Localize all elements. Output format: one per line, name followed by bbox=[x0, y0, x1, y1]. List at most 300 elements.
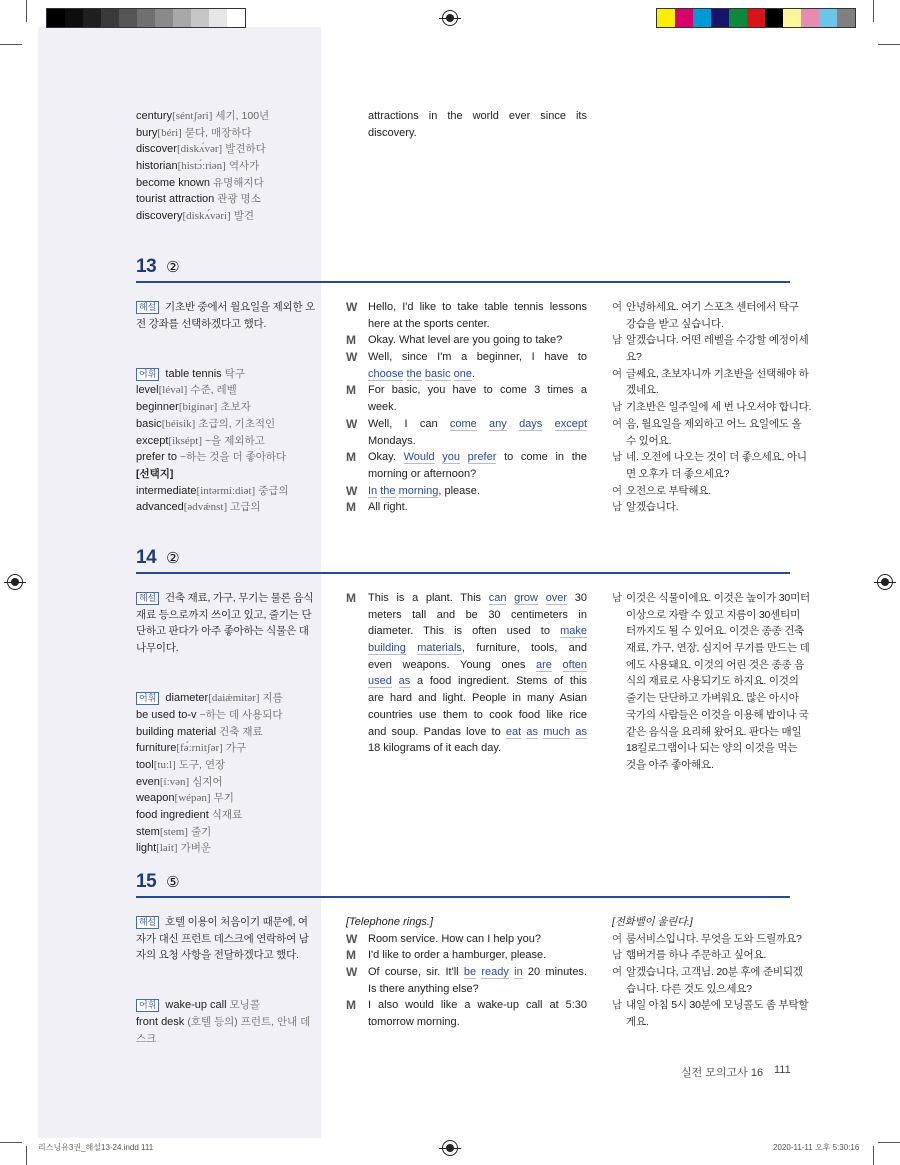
color-swatch bbox=[191, 9, 209, 27]
text-line: 기초반은 일주일에 세 번 나오셔야 합니다. bbox=[626, 401, 812, 414]
vocab-meaning: 묻다, 매장하다 bbox=[184, 126, 252, 139]
text-line: Is there anything else? bbox=[368, 982, 479, 995]
translation-turn bbox=[612, 299, 799, 332]
highlighted-phrase: In bbox=[368, 484, 378, 497]
dialog-turn bbox=[346, 483, 587, 500]
dialog-turn bbox=[346, 416, 587, 449]
dialog-turn bbox=[346, 964, 587, 997]
vocab-word: discover bbox=[136, 143, 177, 156]
vocab-entry bbox=[136, 690, 296, 707]
color-swatch bbox=[155, 9, 173, 27]
vocab-phonetic: [iksépt] bbox=[168, 434, 203, 447]
vocab-entry bbox=[136, 208, 316, 225]
color-swatch bbox=[711, 9, 729, 27]
vocab-meaning: 세기, 100년 bbox=[215, 110, 270, 122]
explanation-line: 해설 건축 재료, 가구, 무기는 물론 음식 bbox=[136, 590, 296, 607]
vocab-entry bbox=[136, 416, 296, 433]
highlighted-phrase: be bbox=[463, 966, 477, 979]
speaker-label: W bbox=[346, 483, 358, 498]
question-number: 13 bbox=[136, 256, 157, 277]
text-line: tomorrow morning. bbox=[368, 1016, 460, 1029]
highlighted-phrase: grow bbox=[514, 592, 538, 604]
section-divider bbox=[136, 572, 790, 574]
speaker-label: 남 bbox=[612, 592, 623, 604]
vocab-entry bbox=[136, 382, 296, 399]
explanation-line: 나무이다. bbox=[136, 642, 179, 655]
crop-mark bbox=[873, 1146, 874, 1165]
text-line: 네. 오전에 나오는 것이 더 좋으세요, 아니 bbox=[626, 451, 807, 464]
highlighted-phrase: except bbox=[554, 417, 588, 430]
dialog-turn bbox=[346, 590, 587, 757]
explanation-tag: 해설 bbox=[136, 916, 159, 929]
highlighted-phrase: you bbox=[442, 451, 460, 464]
text-line: This is a plant. This can grow over 30 bbox=[368, 592, 588, 604]
section-header bbox=[136, 548, 180, 568]
vocab-meaning: 중급의 bbox=[258, 484, 289, 497]
dialog-turn bbox=[346, 299, 587, 332]
vocab-entry bbox=[136, 840, 296, 857]
translation-turn bbox=[612, 366, 809, 399]
vocab-entry bbox=[136, 499, 296, 516]
vocab-entry bbox=[136, 997, 296, 1014]
color-swatch bbox=[227, 9, 245, 27]
vocab-meaning: 탁구 bbox=[224, 367, 245, 380]
slug-date: 2020-11-11 오후 5:30:16 bbox=[773, 1143, 860, 1152]
text-line: 햄버거를 하나 주문하고 싶어요. bbox=[626, 949, 767, 962]
answer-mark: ⑤ bbox=[166, 874, 180, 891]
text-line: 습니다. 다른 것도 있으세요? bbox=[626, 982, 752, 995]
vocab-meaning: 발견 bbox=[233, 210, 255, 223]
translation-column bbox=[612, 914, 809, 1031]
vocab-word: stem bbox=[136, 825, 160, 838]
speaker-label: 남 bbox=[612, 334, 623, 347]
vocab-entry bbox=[136, 141, 316, 158]
speaker-label: 여 bbox=[612, 484, 623, 497]
vocab-word: tool bbox=[136, 758, 154, 771]
vocab-meaning: 스크 bbox=[136, 1032, 157, 1045]
color-swatch bbox=[837, 9, 855, 27]
highlighted-phrase: are bbox=[535, 658, 552, 671]
vocab-entry bbox=[136, 108, 316, 125]
dialog-column bbox=[346, 590, 587, 757]
vocab-phonetic: [béisik] bbox=[161, 417, 196, 430]
grayscale-color-bar bbox=[46, 8, 246, 28]
vocab-entry bbox=[136, 807, 296, 824]
vocab-tag: 어휘 bbox=[136, 692, 159, 705]
highlighted-phrase: the bbox=[406, 367, 422, 380]
text-line: 룸서비스입니다. 무엇을 도와 드릴까요? bbox=[626, 932, 802, 945]
highlighted-phrase: as bbox=[398, 675, 411, 688]
highlighted-phrase: as bbox=[526, 725, 539, 738]
registration-mark-icon bbox=[877, 574, 893, 590]
text-line: morning or afternoon? bbox=[368, 467, 477, 480]
answer-mark: ② bbox=[166, 550, 180, 567]
text-line: meters tall and be 30 centimeters in bbox=[368, 608, 587, 621]
vocab-meaning: 건축 재료 bbox=[219, 725, 263, 738]
text-line: Well, since I'm a beginner, I have to bbox=[368, 351, 587, 364]
vocab-meaning: 가구 bbox=[225, 742, 247, 755]
text-line: In the morning, please. bbox=[368, 484, 480, 497]
page-number: 111 bbox=[774, 1064, 791, 1076]
registration-mark-icon bbox=[442, 10, 458, 26]
vocab-word: even bbox=[136, 775, 160, 788]
text-line: building materials, furniture, tools, and bbox=[368, 642, 588, 655]
speaker-label: W bbox=[346, 300, 358, 314]
highlighted-phrase: make bbox=[560, 625, 587, 638]
vocab-meaning: ~하는 것을 더 좋아하다 bbox=[179, 451, 287, 464]
text-line: 알겠습니다. bbox=[626, 501, 679, 514]
footer-title: 실전 모의고사 16 bbox=[681, 1067, 764, 1079]
highlighted-phrase: building bbox=[368, 642, 406, 655]
vocab-tag: 어휘 bbox=[136, 368, 159, 381]
dialog-turn bbox=[346, 914, 587, 931]
explanation-column bbox=[136, 590, 314, 857]
vocab-entry bbox=[136, 724, 296, 741]
translation-column bbox=[612, 590, 810, 774]
vocab-entry bbox=[136, 158, 316, 175]
text-line: 에도 사용돼요. 이것의 어린 것은 종종 음 bbox=[626, 658, 805, 671]
text-line: 이것은 식물이에요. 이것은 높이가 30미터 bbox=[626, 592, 810, 604]
highlighted-phrase: over bbox=[545, 592, 568, 604]
vocab-meaning: ~하는 데 사용되다 bbox=[199, 708, 283, 721]
highlighted-phrase: materials bbox=[417, 642, 462, 655]
color-swatch bbox=[101, 9, 119, 27]
highlighted-phrase: any bbox=[489, 417, 507, 430]
vocab-entry bbox=[136, 757, 296, 774]
registration-mark-icon bbox=[442, 1140, 458, 1156]
text-line: 터까지도 될 수 있어요. 이것은 종종 건축 bbox=[626, 625, 805, 638]
translation-turn bbox=[612, 399, 812, 416]
section-divider bbox=[136, 896, 790, 898]
vocab-heading: [선택지] bbox=[136, 467, 174, 480]
vocab-entry bbox=[136, 125, 316, 142]
translation-turn bbox=[612, 947, 790, 964]
text-line: 겠네요. bbox=[626, 384, 659, 397]
text-line: 국가의 사람들은 이것을 이용해 밥이나 국 bbox=[626, 708, 809, 721]
vocab-word: front desk bbox=[136, 1016, 185, 1029]
text-line: Hello, I'd like to take table tennis lessons bbox=[368, 301, 587, 313]
text-line: 이상으로 자랄 수 있고 지름이 30센티미 bbox=[626, 608, 801, 621]
process-color-bar bbox=[656, 8, 856, 28]
vocab-phonetic: [diskʌ́vər] bbox=[176, 143, 223, 156]
text-line: 18킬로그램이나 되는 양의 이것을 먹는 bbox=[626, 742, 798, 755]
text-line: used as a food ingredient. Stems of this bbox=[368, 675, 588, 688]
highlighted-phrase: eat bbox=[505, 725, 522, 738]
vocab-word: food ingredient bbox=[136, 808, 209, 821]
translation-turn bbox=[612, 416, 802, 449]
vocab-entry bbox=[136, 1031, 296, 1048]
vocab-entry bbox=[136, 449, 296, 466]
vocab-meaning: 역사가 bbox=[228, 160, 260, 173]
crop-mark bbox=[873, 0, 874, 22]
highlighted-phrase: morning bbox=[398, 484, 439, 497]
continued-dialog bbox=[346, 108, 587, 141]
speaker-label: M bbox=[346, 998, 356, 1013]
speaker-label: 여 bbox=[612, 417, 623, 430]
vocab-word: diameter bbox=[165, 692, 209, 705]
vocab-phonetic: [lévəl] bbox=[158, 384, 188, 397]
vocab-word: historian bbox=[136, 160, 178, 173]
vocab-word: table tennis bbox=[165, 367, 222, 380]
speaker-label: W bbox=[346, 416, 358, 431]
vocab-phonetic: [bigínər] bbox=[178, 401, 218, 414]
vocab-entry bbox=[136, 191, 316, 208]
crop-mark bbox=[0, 1142, 22, 1143]
text-line: 알겠습니다. 어떤 레벨을 수강할 예정이세 bbox=[626, 334, 809, 347]
text-line: 오전으로 부탁해요. bbox=[626, 484, 711, 497]
dialog-turn bbox=[346, 997, 587, 1030]
vocab-entry bbox=[136, 366, 296, 383]
color-swatch bbox=[819, 9, 837, 27]
color-swatch bbox=[765, 9, 783, 27]
highlighted-phrase: often bbox=[562, 658, 587, 671]
vocab-meaning: 지름 bbox=[262, 692, 283, 705]
text-line: discovery. bbox=[368, 126, 417, 139]
text-line: 줄기는 단단하고 가벼워요. 많은 아시아 bbox=[626, 692, 799, 705]
speaker-label: M bbox=[346, 383, 356, 398]
vocab-word: level bbox=[136, 384, 159, 397]
vocab-entry bbox=[136, 740, 296, 757]
highlighted-phrase: used bbox=[368, 675, 392, 688]
color-swatch bbox=[801, 9, 819, 27]
vocab-word: light bbox=[136, 842, 157, 855]
speaker-label: M bbox=[346, 333, 356, 348]
highlighted-phrase: as bbox=[575, 725, 587, 738]
vocab-word: beginner bbox=[136, 401, 179, 414]
text-line: diameter. This is often used to make bbox=[368, 625, 587, 638]
speaker-label: W bbox=[346, 350, 358, 365]
vocab-phonetic: [diskʌ́vəri] bbox=[182, 210, 231, 223]
color-swatch bbox=[747, 9, 765, 27]
speaker-label: 남 bbox=[612, 949, 623, 962]
text-line: 강습을 받고 싶습니다. bbox=[626, 317, 724, 330]
text-line: attractions in the world ever since its bbox=[368, 110, 587, 122]
dialog-turn bbox=[346, 931, 587, 948]
continued-vocab-list bbox=[136, 108, 316, 225]
vocab-phonetic: [séntʃəri] bbox=[172, 110, 213, 122]
text-line: I also would like a wake-up call at 5:30 bbox=[368, 999, 587, 1012]
question-number: 15 bbox=[136, 871, 157, 892]
vocab-phonetic: [ədvǽnst] bbox=[183, 501, 228, 514]
speaker-label: M bbox=[346, 500, 356, 515]
vocab-word: bury bbox=[136, 126, 158, 139]
speaker-label: 남 bbox=[612, 999, 623, 1012]
explanation-line: 단하고 판다가 아주 좋아하는 식물은 대 bbox=[136, 625, 309, 638]
text-line: countries use them to cook food like rice bbox=[368, 708, 587, 721]
vocab-word: wake-up call bbox=[165, 999, 227, 1012]
vocab-entry bbox=[136, 175, 316, 192]
vocab-entry bbox=[136, 1014, 311, 1031]
vocab-entry bbox=[136, 483, 296, 500]
spacer bbox=[136, 964, 296, 997]
vocab-phonetic: [daiǽmitər] bbox=[208, 692, 260, 705]
text-line: choose the basic one. bbox=[368, 367, 476, 380]
highlighted-phrase: days bbox=[519, 417, 543, 430]
highlighted-phrase: much bbox=[543, 725, 571, 738]
text-line: 것을 아주 좋아해요. bbox=[626, 758, 714, 771]
vocab-word: become known bbox=[136, 176, 210, 189]
text-line: [전화벨이 울린다.] bbox=[612, 916, 693, 928]
highlighted-phrase: come bbox=[449, 417, 477, 430]
highlighted-phrase: ready bbox=[481, 966, 509, 979]
vocab-entry bbox=[136, 466, 296, 483]
color-swatch bbox=[137, 9, 155, 27]
explanation-line: 해설 기초반 중에서 월요일을 제외한 오 bbox=[136, 299, 296, 316]
vocab-meaning: 모닝콜 bbox=[229, 999, 260, 1012]
speaker-label: M bbox=[346, 948, 356, 963]
vocab-word: except bbox=[136, 434, 169, 447]
text-line: I'd like to order a hamburger, please. bbox=[368, 949, 547, 962]
answer-mark: ② bbox=[166, 259, 180, 276]
vocab-meaning: 도구, 연장 bbox=[178, 758, 226, 771]
text-line: here at the sports center. bbox=[368, 317, 490, 330]
vocab-phonetic: [intərmíːdiət] bbox=[196, 484, 256, 497]
dialog-turn bbox=[346, 108, 587, 141]
text-line: Room service. How can I help you? bbox=[368, 932, 542, 945]
vocab-meaning: 수준, 레벨 bbox=[190, 384, 237, 397]
text-line: Okay. What level are you going to take? bbox=[368, 334, 563, 347]
spacer bbox=[136, 657, 296, 690]
explanation-line: 자의 요청 사항을 전달하겠다고 했다. bbox=[136, 949, 299, 962]
vocab-meaning: 유명해지다 bbox=[213, 176, 264, 189]
highlighted-phrase: Would bbox=[403, 451, 435, 464]
translation-turn bbox=[612, 964, 803, 997]
color-swatch bbox=[657, 9, 675, 27]
vocab-meaning: 초급의, 기초적인 bbox=[198, 417, 276, 430]
crop-mark bbox=[878, 44, 900, 45]
explanation-line: 전 강좌를 선택하겠다고 했다. bbox=[136, 317, 267, 330]
vocab-word: basic bbox=[136, 417, 162, 430]
text-line: week. bbox=[368, 401, 397, 414]
text-line: 알겠습니다, 고객님. 20분 후에 준비되겠 bbox=[626, 966, 803, 979]
text-line: 안녕하세요. 여기 스포츠 센터에서 탁구 bbox=[626, 301, 799, 313]
vocab-phonetic: [béri] bbox=[157, 126, 182, 139]
explanation bbox=[136, 299, 316, 332]
highlighted-phrase: choose bbox=[368, 367, 404, 380]
vocab-phonetic: [stem] bbox=[159, 825, 188, 838]
dialog-turn bbox=[346, 499, 587, 516]
vocab-phonetic: [histɔ́ːriən] bbox=[177, 160, 226, 173]
vocab-phonetic: [íːvən] bbox=[159, 775, 190, 788]
translation-turn bbox=[612, 332, 809, 365]
speaker-label: M bbox=[346, 591, 356, 605]
explanation-tag: 해설 bbox=[136, 301, 159, 314]
vocab-meaning: ~을 제외하고 bbox=[205, 434, 265, 447]
text-line: For basic, you have to come 3 times a bbox=[368, 384, 587, 397]
explanation-column bbox=[136, 914, 311, 1048]
vocab-meaning: (호텔 등의) 프런트, 안내 데 bbox=[187, 1016, 311, 1029]
color-swatch bbox=[209, 9, 227, 27]
speaker-label: M bbox=[346, 450, 356, 465]
vocab-entry bbox=[136, 433, 296, 450]
text-line: 식의 재료로 사용되기도 하지요. 이것의 bbox=[626, 675, 799, 688]
text-line: 면 오후가 더 좋으세요? bbox=[626, 467, 730, 480]
text-line: 내일 아침 5시 30분에 모닝콜도 좀 부탁할 bbox=[626, 999, 809, 1012]
vocab-word: furniture bbox=[136, 742, 177, 755]
dialog-column bbox=[346, 914, 587, 1031]
speaker-label: 여 bbox=[612, 301, 623, 313]
highlighted-phrase: basic bbox=[424, 367, 451, 380]
vocab-phonetic: [fə́ːrnitʃər] bbox=[176, 742, 223, 755]
highlighted-phrase: prefer bbox=[467, 451, 497, 464]
text-line: Of course, sir. It'll be ready in 20 minutes. bbox=[368, 966, 587, 979]
speaker-label: W bbox=[346, 931, 358, 946]
explanation-tag: 해설 bbox=[136, 592, 159, 605]
dialog-turn bbox=[346, 332, 587, 349]
dialog-column bbox=[346, 299, 587, 516]
highlighted-phrase: in bbox=[514, 966, 523, 979]
vocab-phonetic: [wépən] bbox=[174, 792, 211, 805]
explanation-column bbox=[136, 299, 316, 516]
text-line: and soup. Pandas love to eat as much as bbox=[368, 725, 587, 738]
vocab-entry bbox=[136, 774, 296, 791]
color-swatch bbox=[783, 9, 801, 27]
crop-mark bbox=[26, 0, 27, 22]
translation-column bbox=[612, 299, 812, 516]
text-line: 재료, 가구, 연장, 심지어 무기를 만드는 데 bbox=[626, 642, 810, 655]
spacer bbox=[136, 332, 296, 365]
text-line: 수 있어요. bbox=[626, 434, 672, 447]
dialog-turn bbox=[346, 947, 587, 964]
color-swatch bbox=[65, 9, 83, 27]
text-line: Mondays. bbox=[368, 434, 416, 447]
highlighted-phrase: the bbox=[380, 484, 396, 497]
vocab-meaning: 초보자 bbox=[220, 401, 251, 414]
text-line: 글쎄요, 초보자니까 기초반을 선택해야 하 bbox=[626, 367, 809, 380]
vocab-meaning: 심지어 bbox=[192, 775, 223, 788]
text-line: 18 kilograms of it each day. bbox=[368, 742, 502, 755]
section-header bbox=[136, 872, 180, 892]
vocab-entry bbox=[136, 707, 296, 724]
vocab-phonetic: [lait] bbox=[156, 842, 178, 855]
text-line: Okay. Would you prefer to come in the bbox=[368, 451, 587, 464]
translation-turn bbox=[612, 483, 790, 500]
vocab-entry bbox=[136, 399, 296, 416]
vocab-entry bbox=[136, 790, 296, 807]
speaker-label: 남 bbox=[612, 401, 623, 414]
highlighted-phrase: can bbox=[488, 592, 507, 604]
dialog-turn bbox=[346, 349, 587, 382]
dialog-turn bbox=[346, 382, 587, 415]
crop-mark bbox=[26, 1146, 27, 1165]
text-line: Well, I can come any days except bbox=[368, 417, 588, 430]
text-line: All right. bbox=[368, 501, 408, 514]
explanation-line: 자가 대신 프런트 데스크에 연락하여 남 bbox=[136, 932, 309, 945]
color-swatch bbox=[47, 9, 65, 27]
vocab-word: be used to-v bbox=[136, 708, 197, 721]
text-line: even weapons. Young ones are often bbox=[368, 658, 587, 671]
text-line: 음, 월요일을 제외하고 어느 요일에도 올 bbox=[626, 417, 802, 430]
text-line: are hard and light. People in many Asian bbox=[368, 692, 587, 705]
crop-mark bbox=[878, 1142, 900, 1143]
text-line: 같은 음식을 요리해 왔어요. 판다는 매일 bbox=[626, 725, 802, 738]
vocab-word: century bbox=[136, 110, 173, 122]
translation-turn bbox=[612, 499, 790, 516]
vocab-word: intermediate bbox=[136, 484, 197, 497]
explanation bbox=[136, 914, 309, 964]
crop-mark bbox=[0, 44, 22, 45]
translation-turn bbox=[612, 997, 809, 1030]
translation-turn bbox=[612, 914, 790, 931]
color-swatch bbox=[729, 9, 747, 27]
translation-turn bbox=[612, 590, 810, 774]
vocab-entry bbox=[136, 824, 296, 841]
vocab-tag: 어휘 bbox=[136, 999, 159, 1012]
question-number: 14 bbox=[136, 547, 157, 568]
text-line: 요? bbox=[626, 351, 642, 364]
slug-file: 리스닝유3권_해설13-24.indd 111 bbox=[38, 1143, 154, 1152]
color-swatch bbox=[693, 9, 711, 27]
